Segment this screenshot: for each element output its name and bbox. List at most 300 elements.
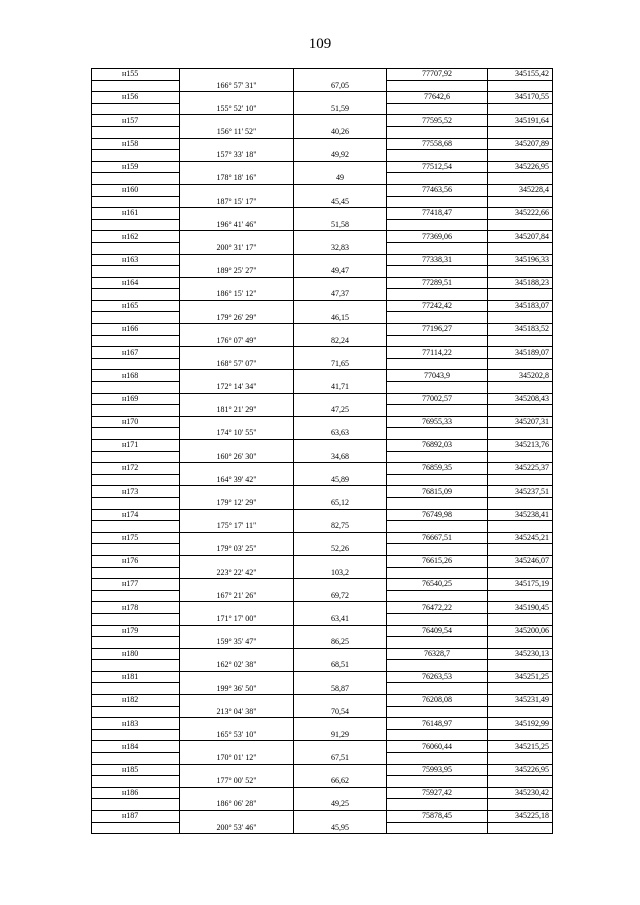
coord-y: 345215,25 — [488, 741, 553, 753]
point-name: н172 — [92, 463, 180, 475]
coord-y-spacer — [488, 613, 553, 625]
coord-x: 77642,6 — [387, 92, 488, 104]
coord-x: 75993,95 — [387, 764, 488, 776]
point-name: н184 — [92, 741, 180, 753]
point-spacer — [92, 150, 180, 162]
coord-y-spacer — [488, 358, 553, 370]
table-row — [92, 370, 553, 382]
coord-y: 345202,8 — [488, 370, 553, 382]
distance-spacer — [294, 208, 387, 220]
segment-angle: 178° 18' 16" — [180, 173, 294, 185]
coord-y-spacer — [488, 80, 553, 92]
coord-x: 76472,22 — [387, 602, 488, 614]
segment-angle: 166° 57' 31" — [180, 80, 294, 92]
table-row — [92, 440, 553, 452]
segment-distance: 66,62 — [294, 776, 387, 788]
table-row — [92, 335, 553, 347]
segment-distance: 34,68 — [294, 451, 387, 463]
segment-angle: 186° 06' 28" — [180, 799, 294, 811]
coord-y: 345200,06 — [488, 625, 553, 637]
table-row — [92, 451, 553, 463]
table-row — [92, 300, 553, 312]
segment-angle: 196° 41' 46" — [180, 219, 294, 231]
table-row — [92, 509, 553, 521]
coord-y-spacer — [488, 799, 553, 811]
table-row — [92, 683, 553, 695]
distance-spacer — [294, 648, 387, 660]
table-row — [92, 150, 553, 162]
coord-y: 345226,95 — [488, 764, 553, 776]
coord-y: 345207,89 — [488, 138, 553, 150]
point-name: н179 — [92, 625, 180, 637]
coord-y-spacer — [488, 729, 553, 741]
coord-y: 345231,49 — [488, 695, 553, 707]
angle-spacer — [180, 671, 294, 683]
point-name: н187 — [92, 811, 180, 823]
coord-x-spacer — [387, 242, 488, 254]
point-spacer — [92, 497, 180, 509]
point-spacer — [92, 173, 180, 185]
point-spacer — [92, 776, 180, 788]
point-spacer — [92, 567, 180, 579]
table-row — [92, 660, 553, 672]
table-row — [92, 173, 553, 185]
distance-spacer — [294, 347, 387, 359]
coord-y-spacer — [488, 405, 553, 417]
coord-y: 345155,42 — [488, 69, 553, 81]
coord-x-spacer — [387, 567, 488, 579]
coord-y: 345188,23 — [488, 277, 553, 289]
coord-y: 345207,84 — [488, 231, 553, 243]
point-name: н176 — [92, 555, 180, 567]
angle-spacer — [180, 416, 294, 428]
point-name: н164 — [92, 277, 180, 289]
angle-spacer — [180, 695, 294, 707]
segment-angle: 176° 07' 49" — [180, 335, 294, 347]
point-name: н173 — [92, 486, 180, 498]
table-row — [92, 289, 553, 301]
coord-y-spacer — [488, 173, 553, 185]
angle-spacer — [180, 532, 294, 544]
table-row — [92, 324, 553, 336]
table-row — [92, 532, 553, 544]
table-row — [92, 625, 553, 637]
coord-x: 75927,42 — [387, 787, 488, 799]
table-row — [92, 115, 553, 127]
point-spacer — [92, 451, 180, 463]
coord-y: 345230,13 — [488, 648, 553, 660]
coord-y: 345207,31 — [488, 416, 553, 428]
table-row — [92, 347, 553, 359]
coord-x-spacer — [387, 521, 488, 533]
coord-x-spacer — [387, 474, 488, 486]
segment-distance: 52,26 — [294, 544, 387, 556]
segment-angle: 159° 35' 47" — [180, 637, 294, 649]
point-name: н169 — [92, 393, 180, 405]
coord-y-spacer — [488, 219, 553, 231]
coord-y-spacer — [488, 451, 553, 463]
coord-y: 345245,21 — [488, 532, 553, 544]
segment-distance: 69,72 — [294, 590, 387, 602]
point-name: н186 — [92, 787, 180, 799]
point-spacer — [92, 80, 180, 92]
segment-angle: 164° 39' 42" — [180, 474, 294, 486]
coord-x-spacer — [387, 219, 488, 231]
point-spacer — [92, 683, 180, 695]
coord-x-spacer — [387, 660, 488, 672]
coord-x: 77114,22 — [387, 347, 488, 359]
coord-y: 345251,25 — [488, 671, 553, 683]
coord-y: 345192,99 — [488, 718, 553, 730]
coord-y-spacer — [488, 382, 553, 394]
coord-y: 345238,41 — [488, 509, 553, 521]
segment-angle: 175° 17' 11" — [180, 521, 294, 533]
segment-distance: 45,45 — [294, 196, 387, 208]
segment-angle: 162° 02' 38" — [180, 660, 294, 672]
segment-distance: 46,15 — [294, 312, 387, 324]
coord-x: 76540,25 — [387, 579, 488, 591]
point-name: н161 — [92, 208, 180, 220]
table-row — [92, 602, 553, 614]
angle-spacer — [180, 648, 294, 660]
coord-y-spacer — [488, 683, 553, 695]
angle-spacer — [180, 69, 294, 81]
segment-angle: 200° 53' 46" — [180, 822, 294, 834]
segment-distance: 51,58 — [294, 219, 387, 231]
point-spacer — [92, 242, 180, 254]
coord-x: 76148,97 — [387, 718, 488, 730]
point-spacer — [92, 428, 180, 440]
angle-spacer — [180, 231, 294, 243]
angle-spacer — [180, 300, 294, 312]
coord-y: 345208,43 — [488, 393, 553, 405]
distance-spacer — [294, 69, 387, 81]
table-row — [92, 787, 553, 799]
table-row — [92, 184, 553, 196]
segment-distance: 49,25 — [294, 799, 387, 811]
segment-distance: 86,25 — [294, 637, 387, 649]
table-row — [92, 405, 553, 417]
distance-spacer — [294, 231, 387, 243]
coord-y-spacer — [488, 289, 553, 301]
point-spacer — [92, 706, 180, 718]
table-row — [92, 196, 553, 208]
table-row — [92, 463, 553, 475]
distance-spacer — [294, 440, 387, 452]
table-row — [92, 254, 553, 266]
table-row — [92, 497, 553, 509]
table-row — [92, 671, 553, 683]
angle-spacer — [180, 764, 294, 776]
coord-x: 76060,44 — [387, 741, 488, 753]
coord-y-spacer — [488, 103, 553, 115]
segment-distance: 47,37 — [294, 289, 387, 301]
point-name: н170 — [92, 416, 180, 428]
segment-angle: 189° 25' 27" — [180, 266, 294, 278]
segment-angle: 181° 21' 29" — [180, 405, 294, 417]
segment-angle: 177° 00' 52" — [180, 776, 294, 788]
coord-x-spacer — [387, 405, 488, 417]
table-row — [92, 811, 553, 823]
angle-spacer — [180, 138, 294, 150]
segment-distance: 63,41 — [294, 613, 387, 625]
segment-angle: 213° 04' 38" — [180, 706, 294, 718]
segment-distance: 91,29 — [294, 729, 387, 741]
table-row — [92, 358, 553, 370]
segment-angle: 157° 33' 18" — [180, 150, 294, 162]
table-row — [92, 231, 553, 243]
coord-y-spacer — [488, 150, 553, 162]
distance-spacer — [294, 300, 387, 312]
table-row — [92, 80, 553, 92]
coord-y-spacer — [488, 266, 553, 278]
coord-y-spacer — [488, 196, 553, 208]
coord-x-spacer — [387, 196, 488, 208]
table-row — [92, 753, 553, 765]
segment-distance: 49 — [294, 173, 387, 185]
coord-x: 77002,57 — [387, 393, 488, 405]
point-spacer — [92, 358, 180, 370]
segment-distance: 103,2 — [294, 567, 387, 579]
distance-spacer — [294, 811, 387, 823]
point-spacer — [92, 196, 180, 208]
coord-x: 76615,26 — [387, 555, 488, 567]
segment-angle: 167° 21' 26" — [180, 590, 294, 602]
coord-x: 77558,68 — [387, 138, 488, 150]
angle-spacer — [180, 324, 294, 336]
coord-y: 345237,51 — [488, 486, 553, 498]
segment-angle: 156° 11' 52" — [180, 126, 294, 138]
table-row — [92, 103, 553, 115]
coord-y-spacer — [488, 660, 553, 672]
point-spacer — [92, 474, 180, 486]
point-name: н178 — [92, 602, 180, 614]
coord-y: 345222,66 — [488, 208, 553, 220]
point-spacer — [92, 219, 180, 231]
point-spacer — [92, 266, 180, 278]
coord-x-spacer — [387, 428, 488, 440]
coord-y: 345183,07 — [488, 300, 553, 312]
coord-y: 345230,42 — [488, 787, 553, 799]
coord-y-spacer — [488, 706, 553, 718]
angle-spacer — [180, 184, 294, 196]
angle-spacer — [180, 787, 294, 799]
coord-x-spacer — [387, 358, 488, 370]
point-name: н157 — [92, 115, 180, 127]
distance-spacer — [294, 393, 387, 405]
coord-y-spacer — [488, 544, 553, 556]
table-row — [92, 277, 553, 289]
point-spacer — [92, 753, 180, 765]
coord-y-spacer — [488, 474, 553, 486]
table-row — [92, 613, 553, 625]
coord-y: 345225,18 — [488, 811, 553, 823]
angle-spacer — [180, 625, 294, 637]
point-name: н163 — [92, 254, 180, 266]
table-row — [92, 242, 553, 254]
segment-distance: 49,47 — [294, 266, 387, 278]
table-row — [92, 126, 553, 138]
distance-spacer — [294, 625, 387, 637]
segment-angle: 172° 14' 34" — [180, 382, 294, 394]
segment-distance: 45,89 — [294, 474, 387, 486]
segment-angle: 171° 17' 00" — [180, 613, 294, 625]
distance-spacer — [294, 463, 387, 475]
coord-y-spacer — [488, 637, 553, 649]
coord-x-spacer — [387, 335, 488, 347]
angle-spacer — [180, 555, 294, 567]
distance-spacer — [294, 324, 387, 336]
coord-x: 77707,92 — [387, 69, 488, 81]
coord-y-spacer — [488, 590, 553, 602]
point-name: н162 — [92, 231, 180, 243]
angle-spacer — [180, 509, 294, 521]
segment-distance: 67,51 — [294, 753, 387, 765]
distance-spacer — [294, 486, 387, 498]
table-row — [92, 138, 553, 150]
point-name: н175 — [92, 532, 180, 544]
coord-x: 76263,53 — [387, 671, 488, 683]
coord-x: 77338,31 — [387, 254, 488, 266]
coord-x-spacer — [387, 706, 488, 718]
angle-spacer — [180, 208, 294, 220]
coord-x: 76892,03 — [387, 440, 488, 452]
angle-spacer — [180, 811, 294, 823]
point-name: н165 — [92, 300, 180, 312]
table-row — [92, 695, 553, 707]
coord-x-spacer — [387, 683, 488, 695]
segment-angle: 179° 26' 29" — [180, 312, 294, 324]
segment-angle: 179° 12' 29" — [180, 497, 294, 509]
point-spacer — [92, 103, 180, 115]
point-name: н183 — [92, 718, 180, 730]
distance-spacer — [294, 695, 387, 707]
coord-x: 76328,7 — [387, 648, 488, 660]
table-row — [92, 567, 553, 579]
segment-distance: 67,05 — [294, 80, 387, 92]
point-spacer — [92, 822, 180, 834]
table-row — [92, 637, 553, 649]
table-row — [92, 741, 553, 753]
coord-x-spacer — [387, 799, 488, 811]
angle-spacer — [180, 277, 294, 289]
segment-angle: 170° 01' 12" — [180, 753, 294, 765]
coord-x: 76955,33 — [387, 416, 488, 428]
coord-x: 77242,42 — [387, 300, 488, 312]
point-name: н166 — [92, 324, 180, 336]
angle-spacer — [180, 718, 294, 730]
point-spacer — [92, 126, 180, 138]
coord-x-spacer — [387, 451, 488, 463]
coord-x: 76859,35 — [387, 463, 488, 475]
segment-distance: 41,71 — [294, 382, 387, 394]
table-row — [92, 416, 553, 428]
segment-distance: 70,54 — [294, 706, 387, 718]
coord-x: 77512,54 — [387, 161, 488, 173]
coord-x: 77463,56 — [387, 184, 488, 196]
point-name: н180 — [92, 648, 180, 660]
table-row — [92, 69, 553, 81]
point-name: н160 — [92, 184, 180, 196]
distance-spacer — [294, 115, 387, 127]
coord-x: 76409,54 — [387, 625, 488, 637]
segment-angle: 168° 57' 07" — [180, 358, 294, 370]
table-row — [92, 764, 553, 776]
table-row — [92, 474, 553, 486]
table-row — [92, 544, 553, 556]
distance-spacer — [294, 254, 387, 266]
segment-distance: 32,83 — [294, 242, 387, 254]
point-name: н158 — [92, 138, 180, 150]
coord-y: 345183,52 — [488, 324, 553, 336]
coord-x-spacer — [387, 382, 488, 394]
distance-spacer — [294, 787, 387, 799]
table-row — [92, 161, 553, 173]
coord-y-spacer — [488, 242, 553, 254]
point-spacer — [92, 312, 180, 324]
distance-spacer — [294, 161, 387, 173]
coord-y-spacer — [488, 753, 553, 765]
coord-y: 345228,4 — [488, 184, 553, 196]
distance-spacer — [294, 579, 387, 591]
coord-y-spacer — [488, 822, 553, 834]
angle-spacer — [180, 579, 294, 591]
point-name: н182 — [92, 695, 180, 707]
coord-x-spacer — [387, 312, 488, 324]
segment-angle: 174° 10' 55" — [180, 428, 294, 440]
distance-spacer — [294, 718, 387, 730]
coordinates-table-body — [92, 69, 553, 834]
segment-angle: 165° 53' 10" — [180, 729, 294, 741]
angle-spacer — [180, 440, 294, 452]
coord-y: 345213,76 — [488, 440, 553, 452]
distance-spacer — [294, 184, 387, 196]
coord-y: 345191,64 — [488, 115, 553, 127]
page-number: 109 — [308, 36, 332, 52]
segment-angle: 223° 22' 42" — [180, 567, 294, 579]
segment-distance: 51,59 — [294, 103, 387, 115]
coord-y: 345225,37 — [488, 463, 553, 475]
distance-spacer — [294, 741, 387, 753]
coord-x: 76208,08 — [387, 695, 488, 707]
point-name: н171 — [92, 440, 180, 452]
angle-spacer — [180, 115, 294, 127]
point-name: н177 — [92, 579, 180, 591]
coord-y: 345190,45 — [488, 602, 553, 614]
coord-x-spacer — [387, 544, 488, 556]
point-spacer — [92, 405, 180, 417]
point-spacer — [92, 521, 180, 533]
coord-x-spacer — [387, 80, 488, 92]
coord-x-spacer — [387, 497, 488, 509]
coord-x-spacer — [387, 822, 488, 834]
angle-spacer — [180, 741, 294, 753]
table-row — [92, 799, 553, 811]
segment-angle: 199° 36' 50" — [180, 683, 294, 695]
table-row — [92, 521, 553, 533]
angle-spacer — [180, 370, 294, 382]
coord-x: 77369,06 — [387, 231, 488, 243]
point-spacer — [92, 382, 180, 394]
point-name: н155 — [92, 69, 180, 81]
coord-y-spacer — [488, 567, 553, 579]
segment-distance: 49,92 — [294, 150, 387, 162]
coord-x: 75878,45 — [387, 811, 488, 823]
distance-spacer — [294, 671, 387, 683]
point-name: н185 — [92, 764, 180, 776]
segment-angle: 155° 52' 10" — [180, 103, 294, 115]
angle-spacer — [180, 463, 294, 475]
